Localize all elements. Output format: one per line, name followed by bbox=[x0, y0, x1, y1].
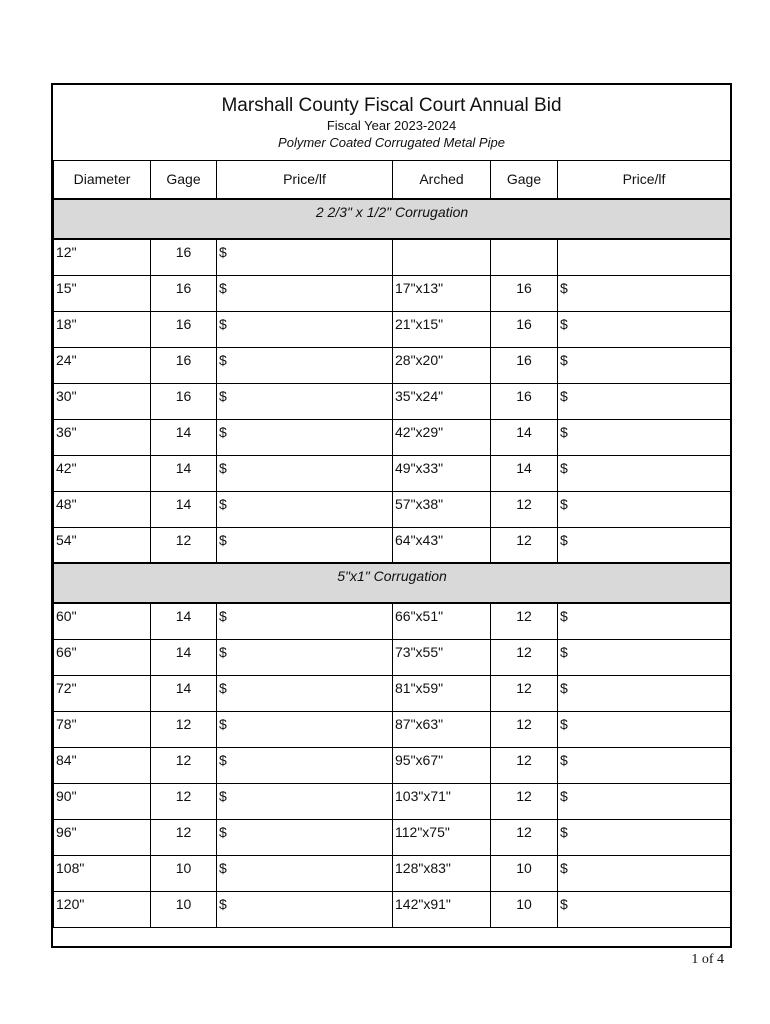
cell-arched: 49"x33" bbox=[393, 455, 491, 491]
cell-gage: 12 bbox=[151, 819, 217, 855]
cell-arched: 64"x43" bbox=[393, 527, 491, 563]
table-row bbox=[54, 239, 731, 275]
cell-gage: 14 bbox=[151, 419, 217, 455]
table-row bbox=[54, 675, 731, 711]
cell-arched-price: $ bbox=[558, 527, 731, 563]
cell-price: $ bbox=[217, 639, 393, 675]
cell-price: $ bbox=[217, 891, 393, 927]
table-row bbox=[54, 491, 731, 527]
column-header-arched: Arched bbox=[393, 160, 491, 199]
column-header-diameter: Diameter bbox=[54, 160, 151, 199]
cell-diameter: 42" bbox=[54, 455, 151, 491]
section-label: 5"x1" Corrugation bbox=[54, 563, 731, 603]
cell-diameter: 72" bbox=[54, 675, 151, 711]
cell-arched-gage: 16 bbox=[491, 383, 558, 419]
table-row bbox=[54, 891, 731, 927]
cell-arched: 103"x71" bbox=[393, 783, 491, 819]
cell-arched-price: $ bbox=[558, 455, 731, 491]
cell-arched-gage bbox=[491, 239, 558, 275]
cell-arched-price: $ bbox=[558, 311, 731, 347]
column-header-price: Price/lf bbox=[217, 160, 393, 199]
cell-price: $ bbox=[217, 711, 393, 747]
cell-diameter: 60" bbox=[54, 603, 151, 639]
cell-diameter: 84" bbox=[54, 747, 151, 783]
table-row bbox=[54, 855, 731, 891]
cell-arched-price: $ bbox=[558, 383, 731, 419]
cell-arched-price: $ bbox=[558, 675, 731, 711]
column-header-gage: Gage bbox=[151, 160, 217, 199]
table-row bbox=[54, 347, 731, 383]
cell-arched: 142"x91" bbox=[393, 891, 491, 927]
cell-gage: 12 bbox=[151, 783, 217, 819]
cell-diameter: 108" bbox=[54, 855, 151, 891]
cell-price: $ bbox=[217, 419, 393, 455]
cell-arched-gage: 10 bbox=[491, 855, 558, 891]
cell-arched-gage: 12 bbox=[491, 491, 558, 527]
cell-arched: 21"x15" bbox=[393, 311, 491, 347]
cell-price: $ bbox=[217, 239, 393, 275]
cell-arched: 28"x20" bbox=[393, 347, 491, 383]
cell-price: $ bbox=[217, 747, 393, 783]
title-block bbox=[53, 85, 730, 161]
cell-arched-price: $ bbox=[558, 275, 731, 311]
table-row bbox=[54, 527, 731, 563]
cell-arched bbox=[393, 239, 491, 275]
table-row bbox=[54, 603, 731, 639]
cell-arched: 66"x51" bbox=[393, 603, 491, 639]
table-body bbox=[54, 199, 731, 927]
column-header-arched-gage: Gage bbox=[491, 160, 558, 199]
cell-arched-gage: 12 bbox=[491, 783, 558, 819]
cell-arched-price: $ bbox=[558, 891, 731, 927]
cell-arched-gage: 14 bbox=[491, 455, 558, 491]
table-row bbox=[54, 275, 731, 311]
fiscal-year: Fiscal Year 2023-2024 bbox=[326, 118, 457, 133]
cell-diameter: 48" bbox=[54, 491, 151, 527]
cell-diameter: 36" bbox=[54, 419, 151, 455]
cell-arched: 73"x55" bbox=[393, 639, 491, 675]
cell-diameter: 30" bbox=[54, 383, 151, 419]
cell-arched: 112"x75" bbox=[393, 819, 491, 855]
cell-gage: 14 bbox=[151, 603, 217, 639]
page-number: 1 of 4 bbox=[691, 952, 724, 967]
cell-price: $ bbox=[217, 527, 393, 563]
column-header-arched-price: Price/lf bbox=[558, 160, 731, 199]
cell-price: $ bbox=[217, 383, 393, 419]
cell-diameter: 24" bbox=[54, 347, 151, 383]
cell-diameter: 54" bbox=[54, 527, 151, 563]
cell-diameter: 96" bbox=[54, 819, 151, 855]
table-row bbox=[54, 747, 731, 783]
cell-diameter: 12" bbox=[54, 239, 151, 275]
cell-diameter: 120" bbox=[54, 891, 151, 927]
cell-diameter: 18" bbox=[54, 311, 151, 347]
cell-diameter: 66" bbox=[54, 639, 151, 675]
table-row bbox=[54, 783, 731, 819]
cell-arched-price: $ bbox=[558, 419, 731, 455]
document-title: Marshall County Fiscal Court Annual Bid bbox=[221, 95, 562, 116]
cell-arched-gage: 16 bbox=[491, 275, 558, 311]
cell-arched: 128"x83" bbox=[393, 855, 491, 891]
section-row bbox=[54, 199, 731, 239]
table-row bbox=[54, 819, 731, 855]
cell-arched-gage: 12 bbox=[491, 639, 558, 675]
cell-arched-gage: 12 bbox=[491, 747, 558, 783]
cell-arched-gage: 12 bbox=[491, 711, 558, 747]
cell-arched: 57"x38" bbox=[393, 491, 491, 527]
cell-arched-price: $ bbox=[558, 603, 731, 639]
cell-arched: 87"x63" bbox=[393, 711, 491, 747]
cell-gage: 14 bbox=[151, 639, 217, 675]
cell-price: $ bbox=[217, 455, 393, 491]
cell-price: $ bbox=[217, 311, 393, 347]
cell-arched-price: $ bbox=[558, 783, 731, 819]
cell-arched: 81"x59" bbox=[393, 675, 491, 711]
cell-gage: 16 bbox=[151, 347, 217, 383]
bid-sheet bbox=[51, 83, 732, 948]
section-row bbox=[54, 563, 731, 603]
cell-gage: 16 bbox=[151, 239, 217, 275]
cell-arched-price bbox=[558, 239, 731, 275]
cell-arched-gage: 16 bbox=[491, 311, 558, 347]
cell-gage: 16 bbox=[151, 275, 217, 311]
cell-diameter: 90" bbox=[54, 783, 151, 819]
cell-arched: 95"x67" bbox=[393, 747, 491, 783]
cell-arched-gage: 10 bbox=[491, 891, 558, 927]
cell-price: $ bbox=[217, 603, 393, 639]
cell-arched-gage: 12 bbox=[491, 603, 558, 639]
cell-price: $ bbox=[217, 819, 393, 855]
cell-gage: 10 bbox=[151, 855, 217, 891]
cell-gage: 14 bbox=[151, 455, 217, 491]
cell-gage: 12 bbox=[151, 527, 217, 563]
table-row bbox=[54, 419, 731, 455]
section-label: 2 2/3" x 1/2" Corrugation bbox=[54, 199, 731, 239]
cell-arched-gage: 12 bbox=[491, 527, 558, 563]
cell-arched: 42"x29" bbox=[393, 419, 491, 455]
product-description: Polymer Coated Corrugated Metal Pipe bbox=[278, 135, 505, 150]
cell-arched-price: $ bbox=[558, 347, 731, 383]
cell-diameter: 78" bbox=[54, 711, 151, 747]
table-row bbox=[54, 311, 731, 347]
cell-arched-price: $ bbox=[558, 711, 731, 747]
cell-arched-price: $ bbox=[558, 491, 731, 527]
cell-arched-gage: 12 bbox=[491, 675, 558, 711]
cell-gage: 12 bbox=[151, 711, 217, 747]
table-header-row bbox=[54, 160, 731, 199]
cell-gage: 16 bbox=[151, 311, 217, 347]
cell-arched-price: $ bbox=[558, 819, 731, 855]
cell-arched-price: $ bbox=[558, 747, 731, 783]
cell-price: $ bbox=[217, 491, 393, 527]
table-row bbox=[54, 383, 731, 419]
cell-gage: 14 bbox=[151, 491, 217, 527]
cell-price: $ bbox=[217, 275, 393, 311]
bid-table bbox=[53, 160, 731, 928]
cell-diameter: 15" bbox=[54, 275, 151, 311]
table-row bbox=[54, 711, 731, 747]
cell-arched-gage: 16 bbox=[491, 347, 558, 383]
table-row bbox=[54, 639, 731, 675]
cell-arched: 17"x13" bbox=[393, 275, 491, 311]
cell-gage: 16 bbox=[151, 383, 217, 419]
cell-arched-gage: 14 bbox=[491, 419, 558, 455]
cell-gage: 12 bbox=[151, 747, 217, 783]
table-row bbox=[54, 455, 731, 491]
cell-price: $ bbox=[217, 347, 393, 383]
cell-price: $ bbox=[217, 855, 393, 891]
cell-arched-price: $ bbox=[558, 855, 731, 891]
cell-price: $ bbox=[217, 783, 393, 819]
cell-arched-gage: 12 bbox=[491, 819, 558, 855]
cell-arched: 35"x24" bbox=[393, 383, 491, 419]
cell-gage: 14 bbox=[151, 675, 217, 711]
cell-arched-price: $ bbox=[558, 639, 731, 675]
cell-price: $ bbox=[217, 675, 393, 711]
cell-gage: 10 bbox=[151, 891, 217, 927]
